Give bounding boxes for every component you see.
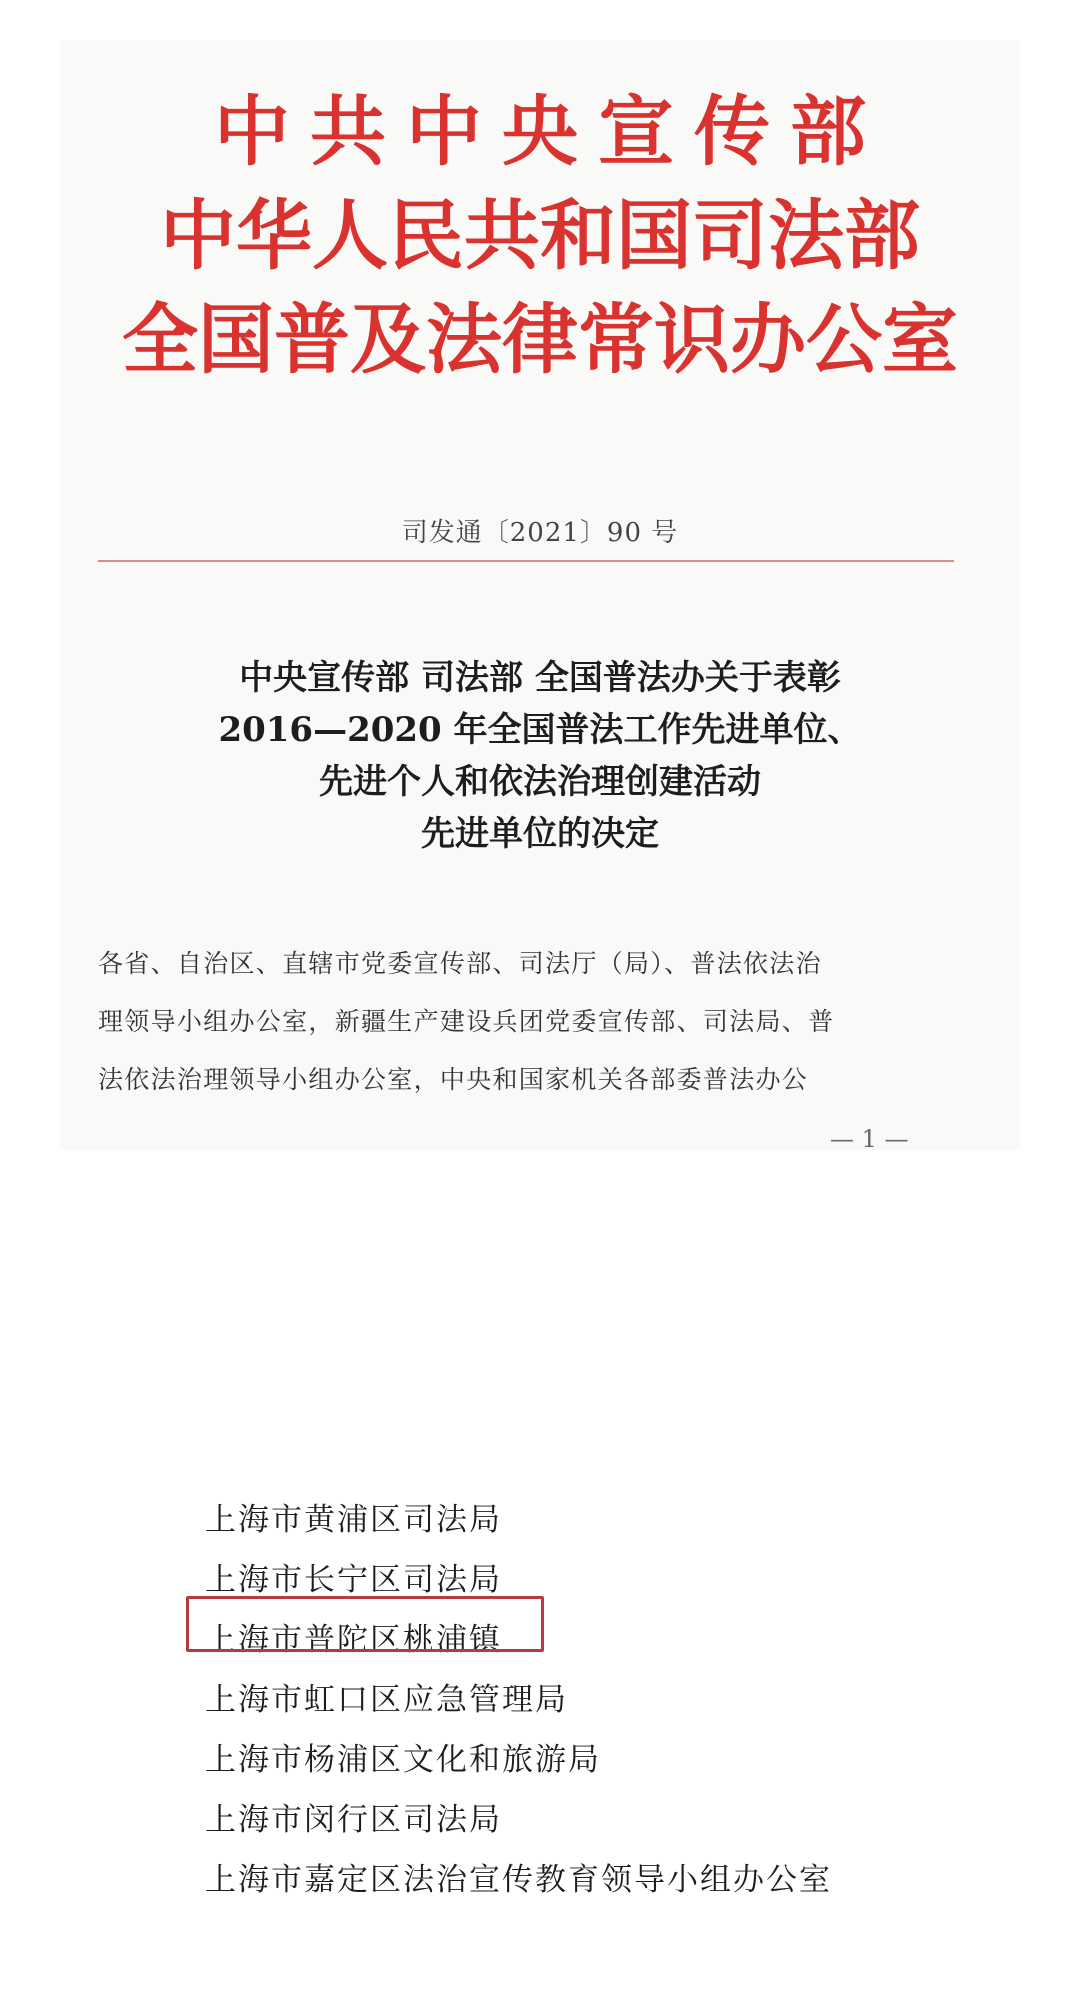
list-item: 上海市嘉定区法治宣传教育领导小组办公室 <box>205 1862 832 1898</box>
title-line-3: 先进个人和依法治理创建活动 <box>319 762 761 802</box>
red-divider-line <box>98 560 954 562</box>
advanced-units-list <box>205 1490 1005 1910</box>
highlight-box <box>186 1596 544 1652</box>
recipients-line-3: 法依法治理领导小组办公室，中央和国家机关各部委普法办公 <box>98 1065 809 1094</box>
title-line-2: 2016—2020 年全国普法工作先进单位、 <box>218 710 862 750</box>
title-line-4: 先进单位的决定 <box>421 814 659 854</box>
org-line-propaganda-department: 中共中央宣传部 <box>214 87 886 176</box>
list-item: 上海市虹口区应急管理局 <box>205 1682 568 1718</box>
recipients-line-1: 各省、自治区、直辖市党委宣传部、司法厅（局）、普法依法治 <box>98 949 822 978</box>
list-item: 上海市闵行区司法局 <box>205 1802 502 1838</box>
list-item: 上海市黄浦区司法局 <box>205 1502 502 1538</box>
recipients-line-2: 理领导小组办公室，新疆生产建设兵团党委宣传部、司法局、普 <box>98 1007 835 1036</box>
org-line-ministry-of-justice: 中华人民共和国司法部 <box>160 191 920 280</box>
title-line-1: 中央宣传部 司法部 全国普法办关于表彰 <box>239 658 841 698</box>
document-title <box>0 652 1080 860</box>
org-line-legal-education-office: 全国普及法律常识办公室 <box>122 295 958 384</box>
issuing-organizations-header <box>0 80 1080 392</box>
list-item: 上海市杨浦区文化和旅游局 <box>205 1742 601 1778</box>
list-item-highlighted: 上海市普陀区桃浦镇 <box>205 1622 502 1658</box>
recipients-paragraph <box>98 935 958 1109</box>
list-item: 上海市长宁区司法局 <box>205 1562 502 1598</box>
document-number: 司发通〔2021〕90 号 <box>401 518 679 548</box>
page-number: — 1 — <box>830 1125 909 1153</box>
